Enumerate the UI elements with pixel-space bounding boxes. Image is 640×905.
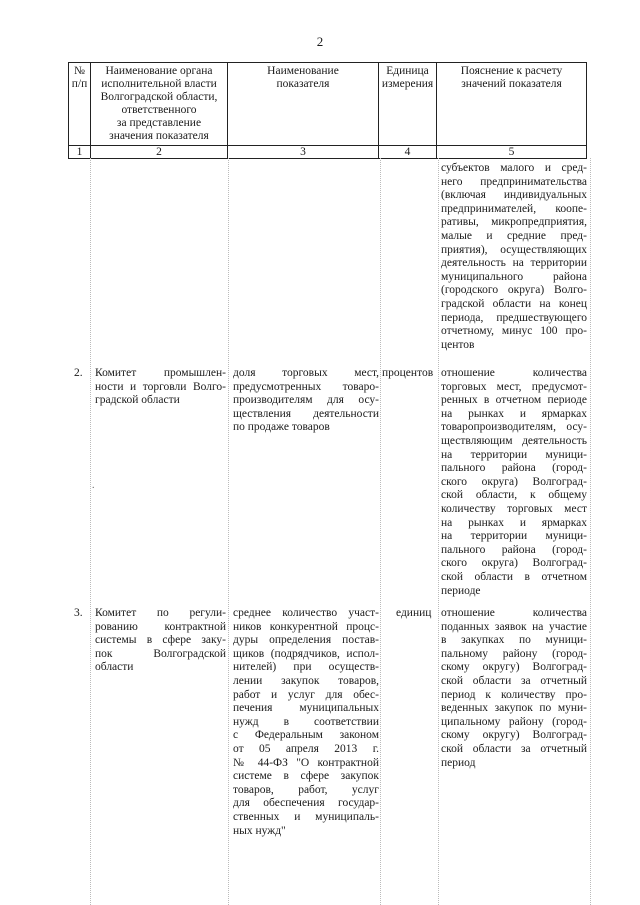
text-line: рованию контрактной: [95, 620, 226, 633]
row-explanation: [441, 607, 587, 770]
text-line: в закупках по муници-: [441, 634, 587, 647]
row-body: [95, 367, 226, 408]
text-line: нителей) при осуществ-: [233, 661, 379, 674]
text-line: отношение количества: [441, 607, 587, 619]
column-numbers-row: [69, 146, 587, 159]
column-number: 2: [91, 146, 228, 159]
text-line: среднее количество участ-: [233, 607, 379, 619]
text-line: скому округу) Волгоград-: [441, 729, 587, 742]
text-line: малые и средние пред-: [441, 229, 587, 242]
text-line: по продаже товаров: [233, 421, 330, 434]
text-line: центов: [441, 338, 475, 351]
text-line: для обеспечения государ-: [233, 797, 379, 810]
column-number: 4: [379, 146, 437, 159]
text-line: системе в сфере закупок: [233, 770, 379, 783]
text-line: ществляющим деятельность: [441, 434, 587, 447]
text-line: предусмотренных товаро-: [233, 380, 379, 393]
column-number: 1: [69, 146, 91, 159]
column-number: 3: [228, 146, 379, 159]
text-line: ществления деятельности: [233, 407, 379, 420]
text-line: предпринимателей, коопе-: [441, 202, 587, 215]
continuation-explanation: [441, 162, 587, 352]
header-row: [69, 63, 587, 146]
text-line: веденных закупок по муни-: [441, 702, 587, 715]
text-line: от 05 апреля 2013 г.: [233, 742, 379, 755]
text-line: периоде: [441, 584, 481, 597]
text-line: щиков (подрядчиков, испол-: [233, 647, 379, 660]
text-line: области: [95, 661, 134, 674]
text-line: Комитет по регули-: [95, 607, 226, 619]
text-line: пального района (город-: [441, 462, 587, 475]
text-line: скому округу) Волгоград-: [441, 661, 587, 674]
text-line: (включая индивидуальных: [441, 189, 587, 202]
text-line: поданных заявок на участие: [441, 620, 587, 633]
text-line: отчетному, минус 100 про-: [441, 325, 587, 338]
text-line: ской области за отчетный: [441, 742, 587, 755]
text-line: ственных и муниципаль-: [233, 810, 379, 823]
column-divider: [228, 158, 229, 905]
text-line: отношение количества: [441, 367, 587, 379]
text-line: лении закупок товаров,: [233, 674, 379, 687]
text-line: него предпринимательства: [441, 175, 587, 188]
text-line: периода, предшествующего: [441, 311, 587, 324]
text-line: пальному району (город-: [441, 647, 587, 660]
row-number: 2.: [74, 367, 83, 379]
row-indicator: [233, 607, 379, 838]
text-line: товаропроизводителям, осу-: [441, 421, 587, 434]
scan-speck: .: [92, 480, 95, 491]
text-line: производителям для осу-: [233, 394, 379, 407]
column-divider: [590, 158, 591, 905]
row-unit: единиц: [396, 607, 432, 619]
text-line: работ и услуг для обес-: [233, 688, 379, 701]
text-line: ративы, микропредприятия,: [441, 216, 587, 229]
text-line: градской области: [95, 394, 180, 407]
text-line: период: [441, 756, 476, 769]
text-line: Комитет промышлен-: [95, 367, 226, 379]
text-line: муниципального района: [441, 270, 587, 283]
text-line: ской области, к общему: [441, 489, 587, 502]
header-col-explanation: Пояснение к расчету значений показателя: [437, 63, 587, 146]
text-line: ской области в отчетном: [441, 570, 587, 583]
text-line: ского округа) Волгоград-: [441, 557, 587, 570]
header-col-body: Наименование органа исполнительной власти Волгоградской области, ответственного за представление значения показателя: [91, 63, 228, 146]
text-line: ской области за отчетный: [441, 674, 587, 687]
text-line: с Федеральным законом: [233, 729, 379, 742]
header-table: [68, 62, 587, 159]
page-number: 2: [316, 34, 324, 49]
text-line: (городского округа) Волго-: [441, 284, 587, 297]
column-divider: [380, 158, 381, 905]
text-line: на территории муници-: [441, 448, 587, 461]
text-line: системы в сфере заку-: [95, 634, 226, 647]
text-line: торговых мест, предусмот-: [441, 380, 587, 393]
text-line: дуры определения постав-: [233, 634, 379, 647]
text-line: доля торговых мест,: [233, 367, 379, 379]
text-line: ципальному району (город-: [441, 715, 587, 728]
text-line: товаров, работ, услуг: [233, 783, 379, 796]
text-line: период к количеству про-: [441, 688, 587, 701]
text-line: ников конкурентной процс-: [233, 620, 379, 633]
text-line: приятия), осуществляющих: [441, 243, 587, 256]
text-line: на рынках и ярмарках: [441, 516, 587, 529]
column-number: 5: [437, 146, 587, 159]
header-col-unit: Единица измерения: [379, 63, 437, 146]
text-line: ных нужд": [233, 824, 286, 837]
text-line: печения муниципальных: [233, 702, 379, 715]
text-line: нужд в соответствии: [233, 715, 379, 728]
column-divider: [438, 158, 439, 905]
row-indicator: [233, 367, 379, 435]
text-line: градской области на конец: [441, 297, 587, 310]
text-line: ности и торговли Волго-: [95, 380, 226, 393]
text-line: количеству торговых мест: [441, 502, 587, 515]
text-line: на рынках и ярмарках: [441, 407, 587, 420]
text-line: на территории муници-: [441, 530, 587, 543]
row-number: 3.: [74, 607, 83, 619]
text-line: ского округа) Волгоград-: [441, 475, 587, 488]
text-line: субъектов малого и сред-: [441, 162, 587, 174]
row-explanation: [441, 367, 587, 598]
header-col-number: № п/п: [69, 63, 91, 146]
text-line: пок Волгоградской: [95, 647, 226, 660]
row-unit: процентов: [382, 367, 434, 379]
column-divider: [90, 158, 91, 905]
row-body: [95, 607, 226, 675]
text-line: деятельность на территории: [441, 257, 587, 270]
header-col-indicator: Наименование показателя: [228, 63, 379, 146]
text-line: ренных в отчетном периоде: [441, 394, 587, 407]
text-line: № 44-ФЗ "О контрактной: [233, 756, 379, 769]
text-line: пального района (город-: [441, 543, 587, 556]
